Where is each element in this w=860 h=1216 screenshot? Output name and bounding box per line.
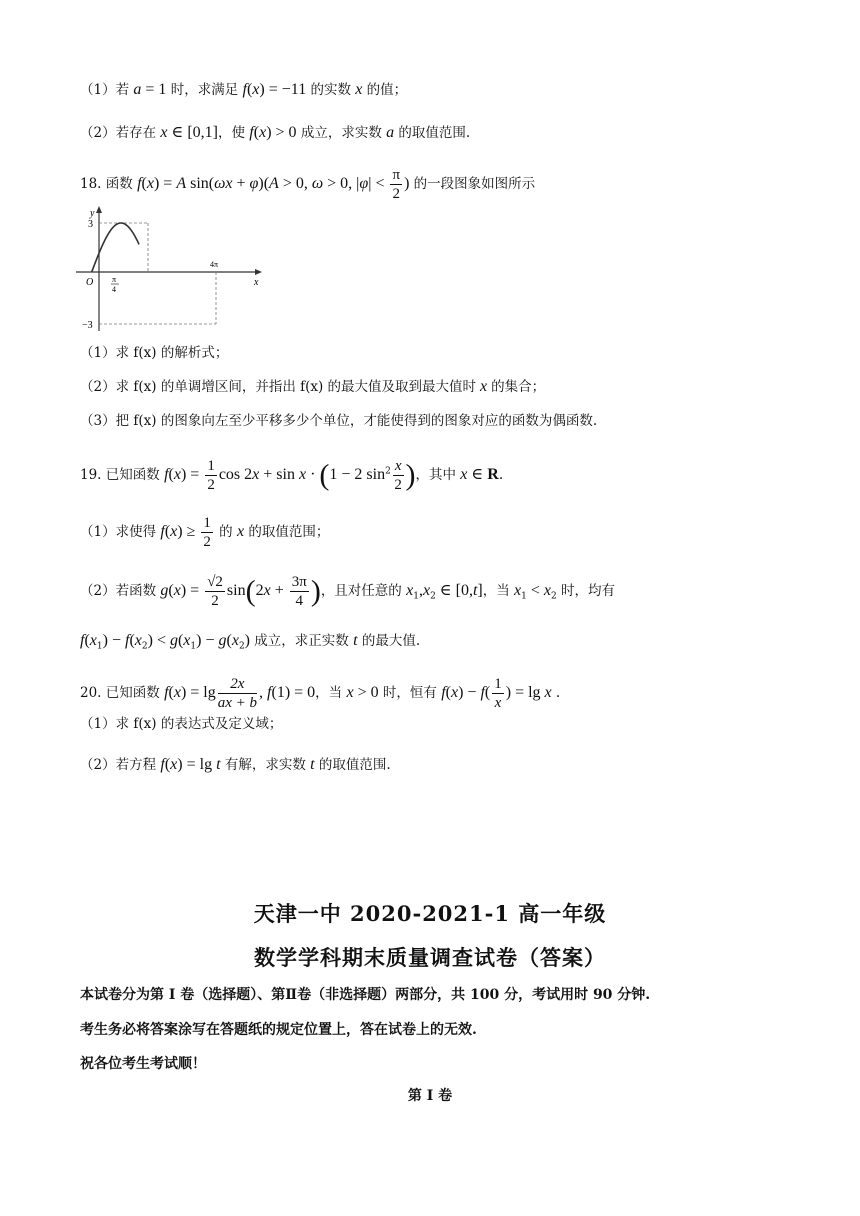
x-axis-label: x	[254, 277, 259, 288]
q19-sub2-cont: $f(x_1) - f(x_2) < g(x_1) - g(x_2)$ 成立，求正实数 t 的最大值.	[80, 632, 421, 652]
answer-intro-2: 考生务必将答案涂写在答题纸的规定位置上，答在试卷上的无效.	[80, 1022, 477, 1038]
q17-part1: （1）若 a = 1 时，求满足 f(x) = −11 的实数 x 的值；	[80, 81, 408, 98]
four-pi-label: 4π	[210, 260, 219, 269]
q18-sub2: （2）求 f(x) 的单调增区间，并指出 f(x) 的最大值及取到最大值时 x 的集合；	[80, 378, 546, 395]
sine-graph	[76, 203, 266, 333]
y-max-label: 3	[88, 219, 93, 230]
q19-sub2: （2）若函数 g(x) = $\frac{√2}{2}$ sin(2x + $\frac{3\pi}{4}$ )，且对任意的 $x_1,x_2$ ∈ [0,t]，当 $x_1 < x_2$ 时，均有	[80, 574, 616, 609]
q18-sub1: （1）求 f(x) 的解析式；	[80, 345, 229, 361]
pi-over-4-num: π	[112, 275, 117, 284]
q20-sub1: （1）求 f(x) 的表达式及定义域；	[80, 716, 283, 732]
answer-title-line2: 数学学科期末质量调查试卷（答案）	[254, 945, 606, 970]
q19-stem: 19. 已知函数 f(x) = $\frac{1}{2}$ cos 2x + sin x · (1 − 2 $\sin^2$ $\frac{x}{2}$ )，其中 x ∈ R.	[80, 458, 504, 493]
pi-over-4-den: 4	[112, 285, 116, 294]
answer-intro-1: 本试卷分为第 I 卷（选择题）、第Ⅱ卷（非选择题）两部分，共 100 分，考试用时 90 分钟.	[80, 987, 651, 1003]
q18-sub3: （3）把 f(x) 的图象向左至少平移多少个单位，才能使得到的图象对应的函数为偶函数.	[80, 413, 598, 429]
answer-title-line1: 天津一中 2020-2021-1 高一年级	[253, 901, 607, 926]
part-one-heading: 第 I 卷	[407, 1088, 453, 1104]
answer-intro-3: 祝各位考生考试顺！	[80, 1056, 206, 1072]
origin-label: O	[86, 277, 94, 288]
y-min-label: −3	[82, 320, 93, 331]
q19-sub1: （1）求使得 f(x) ≥ $\frac{1}{2}$ 的 x 的取值范围；	[80, 515, 330, 550]
q20-stem: 20. 已知函数 f(x) = lg $\frac{2x}{ax + b}$ , f(1) = 0，当 x > 0 时，恒有 f(x) − f( $\frac{1}{x}$ ) = lg x .	[80, 676, 561, 711]
q17-part2: （2）若存在 x ∈ [0,1]，使 f(x) > 0 成立，求实数 a 的取值范围.	[80, 124, 471, 141]
q20-sub2: （2）若方程 f(x) = lg t 有解，求实数 t 的取值范围.	[80, 756, 391, 773]
q18-stem: 18. 函数 f(x) = A sin(ωx + φ)(A > 0, ω > 0, |φ| < $\frac{\pi}{2}$ ) 的一段图象如图所示	[80, 167, 536, 202]
y-axis-label: y	[90, 208, 95, 219]
